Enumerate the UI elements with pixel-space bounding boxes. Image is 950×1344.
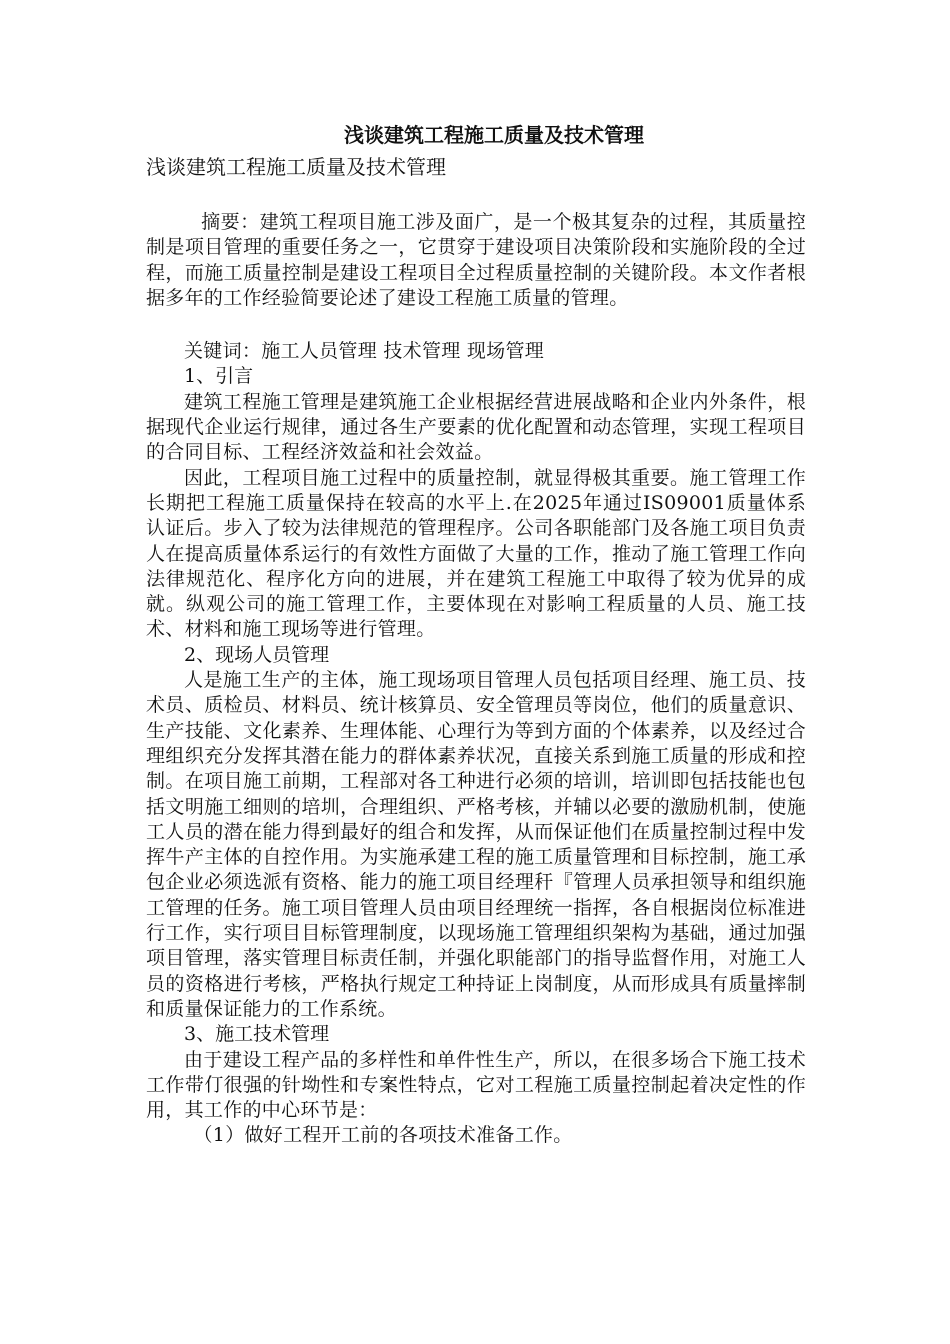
body-paragraph: 由于建设工程产品的多样性和单件性生产，所以，在很多场合下施工技术工作带仃很强的针坳性和专案性特点，它对工程施工质量控制起着决定性的作用，其工作的中心环节是： (146, 1048, 806, 1122)
abstract-paragraph: 摘要：建筑工程项目施工涉及面广，是一个极其复杂的过程，其质量控制是项目管理的重要任务之一，它贯穿于建设项目决策阶段和实施阶段的全过程，而施工质量控制是建设工程项目全过程质量控制的关键阶段。本文作者根据多年的工作经验简要论述了建设工程施工质量的管理。 (146, 211, 806, 309)
body-paragraph: 人是施工生产的主体，施工现场项目管理人员包括项目经理、施工员、技术员、质检员、材料员、统计核算员、安全管理员等岗位，他们的质量意识、生产技能、文化素养、生理体能、心理行为等到方面的个体素养，以及经过合理组织充分发挥其潜在能力的群体素养状况，直接关系到施工质量的形成和控制。在项目施工前期，工程部对各工种进行必须的培训，培训即包括技能也包括文明施工细则的培圳，合理组织、严格考核，并辅以必要的激励机制，使施工人员的潜在能力得到最好的组合和发挥，从而保证他们在质量控制过程中发挥牛产主体的自控作用。为实施承建工程的施工质量管理和目标控制，施工承包企业必须选派有资格、能力的施工项目经理秆『管理人员承担领导和组织施工管理的任务。施工项目管理人员由项目经理统一指挥，各自根据岗位标准进行工作，实行项目目标管理制度，以现场施工管理组织架构为基础，通过加强项目管理，落实管理目标责任制，并强化职能部门的指导监督作用，对施工人员的资格进行考核，严格执行规定工种持证上岗制度，从而形成具有质量摔制和质量保证能力的工作系统。 (146, 669, 806, 1020)
section-heading: 1、引言 (184, 365, 254, 388)
document-subtitle: 浅谈建筑工程施工质量及技术管理 (146, 155, 446, 179)
body-paragraph: 因此，工程项目施工过程中的质量控制，就显得极其重要。施工管理工作长期把工程施工质量保持在较高的水平上.在2025年通过IS09001质量体系认证后。步入了较为法律规范的管理程序。公司各职能部门及各施工项目负责人在提高质量体系运行的有效性方面做了大量的工作，推动了施工管理工作向法律规范化、程序化方向的进展，并在建筑工程施工中取得了较为优异的成就。纵观公司的施工管理工作，主要体现在对影响工程质量的人员、施工技术、材料和施工现场等进行管理。 (146, 466, 806, 641)
body-paragraph: 建筑工程施工管理是建筑施工企业根据经营进展战略和企业内外条件，根据现代企业运行规律，通过各生产要素的优化配置和动态管理，实现工程项目的合同目标、工程经济效益和社会效益。 (146, 390, 806, 464)
section-heading: 2、现场人员管理 (184, 643, 330, 666)
document-page (146, 118, 806, 1149)
keywords-line: 关键词：施工人员管理 技术管理 现场管理 (184, 340, 545, 363)
list-item: （1）做好工程开工前的各项技术准备工作。 (193, 1124, 573, 1147)
section-heading: 3、施工技术管理 (184, 1023, 330, 1046)
document-title: 浅谈建筑工程施工质量及技术管理 (344, 123, 644, 147)
